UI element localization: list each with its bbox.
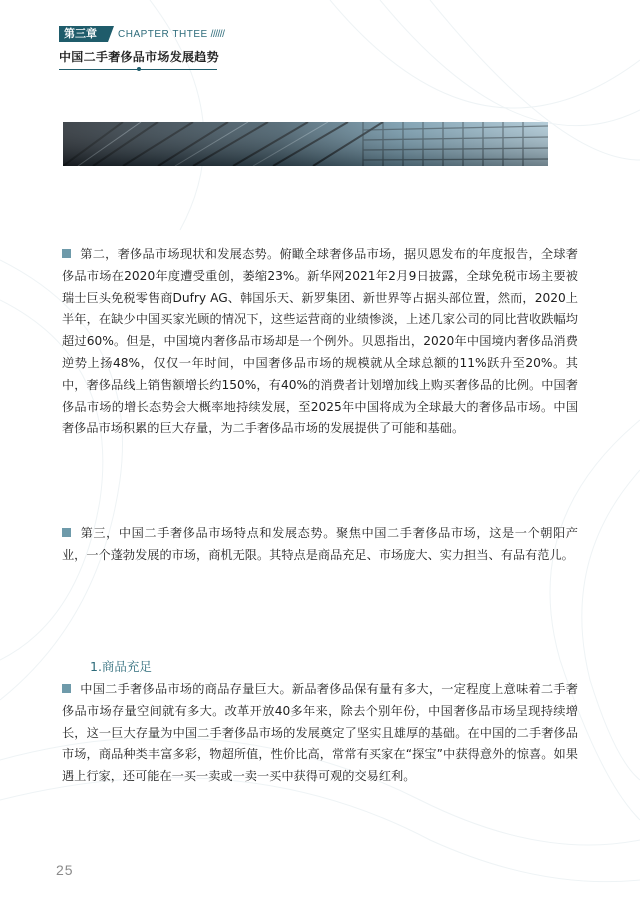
chapter-english-text: CHAPTER THTEE bbox=[118, 28, 208, 40]
chapter-header bbox=[59, 26, 224, 70]
page-number: 25 bbox=[56, 862, 74, 878]
chapter-subtitle: 中国二手奢侈品市场发展趋势 bbox=[59, 50, 219, 64]
chapter-badge: 第三章 bbox=[59, 26, 108, 42]
chapter-english-label bbox=[118, 29, 224, 40]
paragraph-text: 第三，中国二手奢侈品市场特点和发展态势。聚焦中国二手奢侈品市场，这是一个朝阳产业，一个蓬勃发展的市场，商机无限。其特点是商品充足、市场庞大、实力担当、有品有范儿。 bbox=[62, 526, 578, 562]
section-heading: 1.商品充足 bbox=[90, 659, 152, 674]
subtitle-divider bbox=[59, 69, 217, 70]
building-banner-image bbox=[63, 122, 548, 166]
chapter-slashes: ////// bbox=[210, 28, 225, 40]
paragraph-text: 第二，奢侈品市场现状和发展态势。俯瞰全球奢侈品市场，据贝恩发布的年度报告，全球奢侈品市场在2020年度遭受重创，萎缩23%。新华网2021年2月9日披露，全球免税市场主要被瑞士巨头免税零售商Dufry AG、韩国乐天、新罗集团、新世界等占据头部位置，然而，2020上半年，在缺少中国买家光顾的情况下，这些运营商的业绩惨淡，上述几家公司的同比营收跌幅均超过60%。但是，中国境内奢侈品市场却是一个例外。贝恩指出，2020年中国境内奢侈品消费逆势上扬48%，仅仅一年时间，中国奢侈品市场的规模就从全球总额的11%跃升至20%。其中，奢侈品线上销售额增长约150%，有40%的消费者计划增加线上购买奢侈品的比例。中国奢侈品市场的增长态势会大概率地持续发展，至2025年中国将成为全球最大的奢侈品市场。中国奢侈品市场积累的巨大存量，为二手奢侈品市场的发展提供了可能和基础。 bbox=[62, 247, 578, 436]
square-bullet-icon bbox=[62, 249, 71, 258]
paragraph-secondhand-market bbox=[62, 523, 578, 567]
square-bullet-icon bbox=[62, 528, 71, 537]
paragraph-text: 中国二手奢侈品市场的商品存量巨大。新品奢侈品保有量有多大，一定程度上意味着二手奢侈品市场存量空间就有多大。改革开放40多年来，除去个别年份，中国奢侈品市场呈现持续增长，这一巨大存量为中国二手奢侈品市场的发展奠定了坚实且雄厚的基础。在中国的二手奢侈品市场，商品种类丰富多彩，物超所值，性价比高，常常有买家在“探宝”中获得意外的惊喜。如果遇上行家，还可能在一买一卖或一卖一买中获得可观的交易红利。 bbox=[62, 682, 578, 784]
paragraph-market-status bbox=[62, 244, 578, 440]
square-bullet-icon bbox=[62, 684, 71, 693]
paragraph-ample-goods bbox=[62, 679, 578, 788]
